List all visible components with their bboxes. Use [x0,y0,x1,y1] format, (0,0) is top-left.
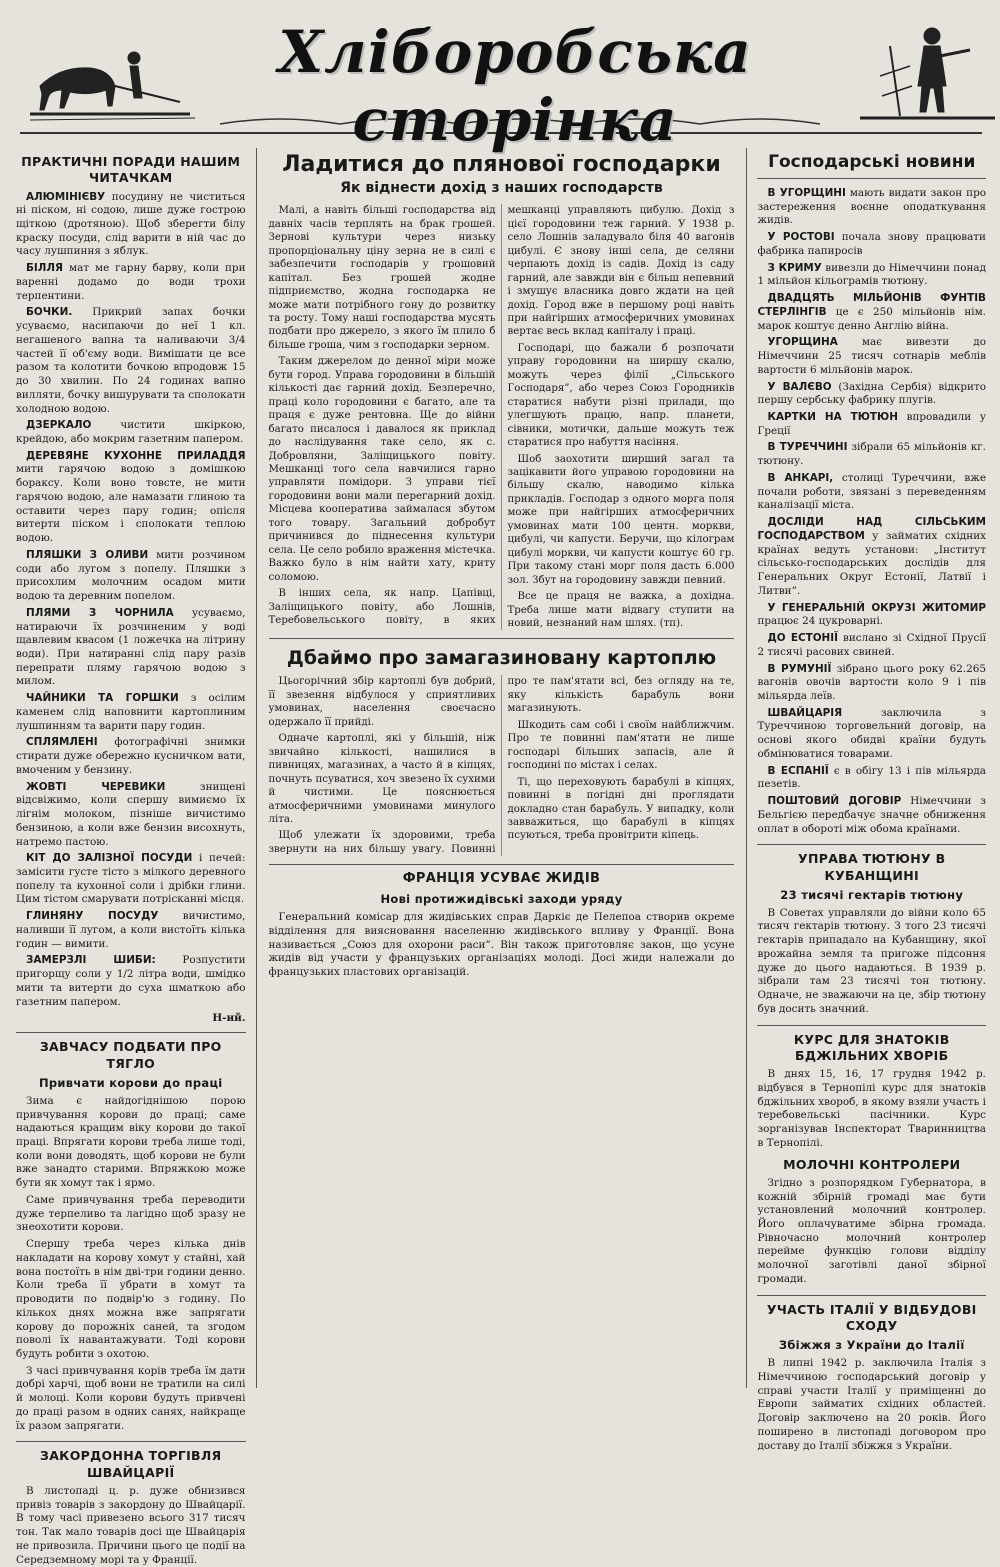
article-paragraph: Таким джерелом до денної міри може бути город. Управа городовини в більшій кількості дає гарний дохід. Безперечно, праці коло городовини є багато, але та праця є дуже рентовна. Ще до війни багато писалося і давалося як приклад до наслідування таке село, як с. Добровляни, Заліщицького повіту. Мешканці того села навчилися гарно управляти помідори. З управи тієї городовини вони мали перегарний дохід. Місцева кооператива займалася збутом того товару. Загальний добробут причинився до піднесення культури села. Це село робило враження містечка. Важко було в нім найти хату, криту соломою. [268,356,496,583]
tip-item [16,450,246,546]
tip-lead: ЗАМЕРЗЛІ ШИБИ: [26,954,156,967]
middle-column [257,148,748,1388]
plowman-illustration [30,52,195,120]
tip-lead: АЛЮМІНІЄВУ [26,190,106,203]
news-lead: В РУМУНІЇ [767,662,832,675]
draft-paragraph: З часі привчування корів треба їм дати добрі харчі, щоб вони не тратили на силі й молоці. Коли корови будуть привчені до праці разом в одних санях, найкраще їх разом запрягати. [16,1364,246,1432]
tip-lead: ДЕРЕВЯНЕ КУХОННЕ ПРИЛАДДЯ [26,449,246,462]
tip-text: посудину не чиститься ні піском, ні содою, лише дуже гострою щіткою (дротяною). Щоб зберегти білу краску посуди, слід варити в ній час до часу лушпиння з яблук. [16,190,246,258]
news-item [757,765,986,792]
tip-text: мити гарячою водою з домішкою бораксу. Коли воно товсте, не мити гарячою водою, але намазати глиною та оставити через пару годин; опісля витерти піском і сполокати теплою водою. [16,463,246,545]
tip-text: усуваємо, натираючи їх розчиненим у воді щавлевим квасом (1 ложечка на літрину води). При натиранні слід пару разів перепрати пляму гарячою водою з милом. [16,606,246,688]
news-text: вивезли до Німеччини понад 1 мільйон кільограмів тютюну. [757,261,986,288]
divider [757,844,986,845]
tip-lead: ПЛЯМИ З ЧОРНИЛА [26,606,174,619]
tip-lead: БОЧКИ. [26,306,73,319]
potato-paragraph: Одначе картоплі, які у більшій, ніж звичайно кількості, нашилися в пивницях, магазинах, а часто й в кіпцях, почнуть псуватися, хоч звезено їх сухими й чистими. Це пояснюється атмосферичними умовинами минулого літа. [268,733,496,825]
news-text: (Західна Сербія) відкрито першу сербську фабрику плугів. [757,380,986,407]
draft-paragraph: Спершу треба через кілька днів накладати на корову хомут у стайні, хай вона постоїть в нім дві-три години денно. Коли треба її убрати в хомут та проводити по подвір'ю з годину. По кількох днях можна вже запрягати корову до порожніх саней, та згодом поволі їх навантажувати. Тоді корови будуть робити з охотою. [16,1238,246,1361]
article-paragraph: Малі, а навіть більші господарства від давніх часів терплять на брак грошей. Зернові культури через низьку пропорціональну ціну зерна не в силі є забезпечити господарів у грошовий капітал. Без грошей жодне підприємство, жодна господарка не може мати потрібного гону до розвитку та росту. Тому наші господарства мусять подбати про джерело, з якого їм плило б більше гроша, чим з господарки зерном. [268,205,496,351]
tip-text: мат ме гарну барву, коли при варенні додамо до води трохи терпентини. [16,262,246,302]
tip-lead: КІТ ДО ЗАЛІЗНОЇ ПОСУДИ [26,852,193,865]
tip-text: Розпустити пригорщу соли у 1/2 літра води, шмідко мити та витерти до суха шматкою або газетним папером. [16,954,246,1008]
tip-lead: ЖОВТІ ЧЕРЕВИКИ [26,780,166,793]
news-item [757,795,986,836]
tips-signature: Н-ий. [212,1012,246,1025]
news-text: вислано зі Східної Прусії 2 тисячі расових свиней. [757,632,986,658]
tip-lead: ПЛЯШКИ З ОЛИВИ [26,548,149,561]
tip-item [16,262,246,303]
news-item [757,262,986,289]
news-item [757,336,986,377]
milk-headline: МОЛОЧНІ КОНТРОЛЕРИ [783,1156,961,1172]
news-item [757,411,986,438]
divider [16,1441,246,1442]
kuban-subheadline: 23 тисячі гектарів тютюну [780,887,964,902]
news-lead: УГОРЩИНА [767,336,838,349]
draft-headline: ЗАВЧАСУ ПОДБАТИ ПРО ТЯГЛО [39,1039,222,1071]
divider [16,1032,246,1033]
news-lead: В УГОРЩИНІ [767,187,846,199]
news-lead: У ВАЛЄВО [767,380,832,393]
tip-item [16,607,246,689]
tip-text: мити розчином соди або лугом з попелу. Пляшки з присохлим молочним осадом мити водою та деревним попелом. [16,548,246,603]
news-text: є в обігу 13 і пів мільярда пезетів. [757,764,986,791]
kuban-headline: УПРАВА ТЮТЮНУ В КУБАНЩИНІ [798,851,946,883]
trade-headline: ЗАКОРДОННА ТОРГІВЛЯ ШВАЙЦАРІЇ [40,1448,222,1480]
news-item [757,292,986,333]
news-item [757,472,986,513]
article-paragraph: Шоб заохотити ширший загал та зацікавити його управою городовини на більшу скалю, наводимо кілька прикладів. Господар з одного морга поля може при найгірших атмосферичних умовинах мати 100 центн. моркви, цибулі, чи капусти. Беручи, що кілограм цибулі моркви, чи капусти коштує 60 гр. При такому стані морг поля дасть 6.000 зол. Збут на городовину завжди певний. [507,453,735,586]
news-lead: ПОШТОВИЙ ДОГОВІР [767,795,902,808]
news-lead: В АНКАРІ, [767,471,834,484]
potato-paragraph: Шкодить сам собі і своїм найближчим. Про те повинні пам'ятати не лише господарі більших запасів, але й господині по містах і селах. [507,719,735,772]
columns [12,148,990,1566]
tip-lead: ДЗЕРКАЛО [26,419,92,432]
tip-lead: СПЛЯМЛЕНІ [26,736,98,749]
news-headline: Господарські новини [757,152,986,179]
news-text: впровадили у Греції [757,411,986,437]
kuban-paragraph: В Советах управляли до війни коло 65 тисяч гектарів тютюну. З того 23 тисячі гектарів припадало на Кубанщину, якої врожайна земля та пригоже підсоння дуже до цього надаються. В 1939 р. зібрали там 23 тисячі тон тютюну. Одначе, не зважаючи на це, збір тютюну був досить значний. [757,906,986,1015]
main-article-body [269,204,735,630]
masthead [20,6,982,154]
tip-lead: ЧАЙНИКИ ТА ГОРШКИ [26,692,179,705]
france-subheadline: Нові протижидівські заходи уряду [380,892,623,907]
tips-list [16,191,246,1010]
left-column [12,148,257,1566]
tip-text: вичистимо, наливши її лугом, а коли вистоїть кілька годин — вимити. [16,910,246,950]
article-paragraph: Господарі, що бажали б розпочати управу городовини на ширшу скалю, можуть через філії „Сільського Господаря”, або через Союз Городників старатися набути різні прилади, що улегшують працю, напр. планети, сівники, мотички, дальше можуть теж старатися про набуття насіння. [507,342,735,449]
news-item [757,632,986,659]
main-subheadline: Як віднести дохід з наших господарств [340,180,663,197]
tip-item [16,954,246,1009]
tip-item [16,549,246,604]
bees-headline: КУРС ДЛЯ ЗНАТОКІВ БДЖІЛЬНИХ ХВОРІБ [793,1031,950,1063]
news-item [757,707,986,762]
news-lead: КАРТКИ НА ТЮТЮН [767,411,898,424]
tip-item [16,852,246,907]
tip-item [16,692,246,733]
news-lead: У РОСТОВІ [767,231,835,244]
france-paragraph: Генеральний комісар для жидівських справ Даркіє де Пелепоа створив окреме відділення для виясновання населенню жидівського впливу у Франції. Вона називається „Союз для охорони раси”. Він також приготовляє закон, що усуне жидів від участи у французьких організаціях молоді. Досі жиди належали до французьких пластових організацій. [268,911,735,979]
tip-text: з осілим каменем слід наповнити картоплиним лушпинням та варити пару годин. [16,692,246,732]
news-item [757,516,986,598]
tip-item [16,306,246,416]
tip-text: чистити шкіркою, крейдою, або мокрим газетним папером. [16,419,246,445]
tip-item [16,781,246,850]
draft-paragraph: Зима є найдогіднішою порою привчування корови до праці; саме надаються кращим віку корови до такої праці. Впрягати корови треба лише тоді, коли вони доводять, щоб корови не були вже занадто старими. Впряжкою може бути як хомут так і ярмо. [16,1094,246,1190]
page-title: Хліборобська сторінка [278,18,752,154]
news-text: зібрано цього року 62.265 вагонів овочів вартости коло 9 і пів мільярда леїв. [757,662,986,702]
news-lead: ШВАЙЦАРІЯ [767,706,843,719]
news-lead: ДВАДЦЯТЬ МІЛЬЙОНІВ ФУНТІВ СТЕРЛІНГІВ [757,292,986,318]
italy-headline: УЧАСТЬ ІТАЛІЇ У ВІДБУДОВІ СХОДУ [766,1301,977,1333]
potato-paragraph: Ті, що переховують барабулі в кіпцях, повинні в погідні дні проглядати докладно стан барабуль. У випадку, коли завважиться, що барабулі в кіпцях псуються, треба провітрити кіпець. [507,776,735,842]
tip-text: і печей: замісити густе тісто з мілкого деревного попелу та кухонної соли і дрібки глини. Цим тістом смарувати потрісканні місця. [16,852,246,906]
news-item [757,231,986,258]
news-text: у займатих східних країнах ведуть установи: „Інститут сільсько-господарських дослідів для Генеральних Округ Естонії, Латвії і Литви”. [757,529,986,597]
tip-text: фотографічні знимки стирати дуже обережно кусничком вати, вмоченим у бензину. [16,736,246,776]
news-text: має вивезти до Німеччини 25 тисяч сотнарів меблів вартости 6 мільйонів марок. [757,336,986,376]
bees-paragraph: В днях 15, 16, 17 грудня 1942 р. відбувся в Тернопілі курс для знатоків бджільних хвороб, в якому взяли участь і теребовельські пасічники. Курс зорганізував Інспекторат Тваринництва в Тернопілі. [757,1068,986,1149]
news-text: столиці Туреччини, вже почали роботи, звязані з переведенням каналізації міста. [757,471,986,512]
news-item [757,441,986,468]
potato-article-body [269,675,735,856]
tip-item [16,191,246,260]
tip-item [16,419,246,446]
news-item [757,602,986,629]
news-text: почала знову працювати фабрика папиросів [757,231,986,257]
main-headline: Ладитися до плянової господарки [282,152,721,177]
divider [269,864,735,865]
italy-subheadline: Збіжжя з України до Італії [778,1338,965,1353]
news-lead: В ЕСПАНІЇ [767,764,829,777]
news-item [757,187,986,228]
tips-headline: ПРАКТИЧНІ ПОРАДИ НАШИМ ЧИТАЧКАМ [21,154,241,186]
divider [757,1025,986,1026]
tip-lead: ГЛИНЯНУ ПОСУДУ [26,910,159,923]
article-paragraph: Все це праця не важка, а дохідна. Треба лише мати відвагу ступити на новий, незнаний нам шлях. (тп). [507,591,735,629]
tip-item [16,910,246,951]
divider [757,1295,986,1296]
news-text: це є 250 мільйонів нім. марок коштує денно Англію війна. [757,305,986,332]
news-lead: В ТУРЕЧЧИНІ [767,441,848,454]
news-text: працює 24 цукроварні. [757,615,884,628]
article-paragraph: В інших села, як напр. Цапівці, Заліщицького повіту, або Лошнів, Теребовельського повіту, в яких мешканці управляють цибулю. Дохід з цієї городовини теж гарний. У 1938 р. село Лошнів заладувало біля 40 вагонів цибулі. Є знову інші села, де селяни черпають дохід із садів. Дохід із саду гарний, але завжди він є більш непевний і змушує власника довго ждати на цей дохід. Город вже в першому році навіть при найгірших атмосферичних умовинах вертає весь вклад капіталу і праці. [268,205,735,626]
news-lead: З КРИМУ [767,261,822,274]
divider [269,638,735,639]
news-text: зібрали 65 мільйонів кг. тютюну. [757,441,986,468]
potato-paragraph: Щоб улежати їх здоровими, треба звернути на них більшу увагу. Повинні про те пам'ятати всі, без огляду на те, яку кількість барабуль вони магазинують. [268,676,735,855]
news-lead: У ГЕНЕРАЛЬНІЙ ОКРУЗІ ЖИТОМИР [767,601,986,614]
france-headline: ФРАНЦІЯ УСУВАЄ ЖИДІВ [402,871,601,887]
news-text: Німеччини з Бельгією передбачує значне обниження оплат в обороті між обома країнами. [757,795,986,835]
draft-paragraph: Саме привчування треба переводити дуже терпеливо та лагідно щоб зразу не знеохотити корови. [16,1193,246,1234]
news-text: заключила з Туреччиною торговельний договір, на основі якого обидві країни будуть обмінюватися товарами. [757,706,986,760]
news-item [757,381,986,408]
news-list [757,187,986,836]
news-item [757,663,986,704]
potato-paragraph: Цьогорічний збір картоплі був добрий, її звезення відбулося у сприятливих умовинах, населення своєчасно одержало її прийді. [268,676,496,728]
tip-lead: БІЛЛЯ [26,262,64,275]
tip-item [16,736,246,777]
tip-text: знищені відсвіжимо, коли спершу вимиємо їх лігнім молоком, пізніше вичистимо бензиною, а коли вже бензин висохнуть, натремо пастою. [16,780,246,848]
trade-paragraph: В листопаді ц. р. дуже обнизився привіз товарів з закордону до Швайцарії. В тому часі привезено всього 317 тисяч тон. Так мало товарів досі ще Швайцарія не привозила. Причини цього це події на Середземному морі та у Франції. [16,1484,246,1566]
news-lead: ДО ЕСТОНІЇ [767,632,838,645]
news-text: мають видати закон про застереження воєнне оподаткування жидів. [757,187,986,227]
tip-text: Прикрий запах бочки усуваємо, насипаючи до неї 1 кл. негашеного вапна та наливаючи 3/4 частей її об'єму води. Вимішати це все разом та колотити бочкою впродовж 15 до 30 хвилин. По 24 годинах вапно вилляти, бочку вишурувати та сполокати холодною водою. [16,306,246,415]
milk-paragraph: Згідно з розпорядком Губернатора, в кожній збірній громаді має бути установлений молочний контролер. Його оплачуватиме збірна громада. Рівночасно молочний контролер перейме функцію голови відділу молочної заготівлі даної збірної громади. [757,1176,986,1285]
right-column [747,148,990,1452]
news-lead: ДОСЛІДИ НАД СІЛЬСЬКИМ ГОСПОДАРСТВОМ [757,516,986,542]
sower-illustration [860,28,995,118]
draft-subheadline: Привчати корови до праці [38,1075,223,1090]
italy-paragraph: В липні 1942 р. заключила Італія з Німеччиною господарський договір у справі участи Італії у приміщенні до Европи займатих східних областей. Договір заключено на 20 років. Його поширено в листопаді договором про доставу до Італії збіжжя з України. [757,1357,986,1452]
potato-headline: Дбаймо про замагазиновану картоплю [286,647,717,670]
